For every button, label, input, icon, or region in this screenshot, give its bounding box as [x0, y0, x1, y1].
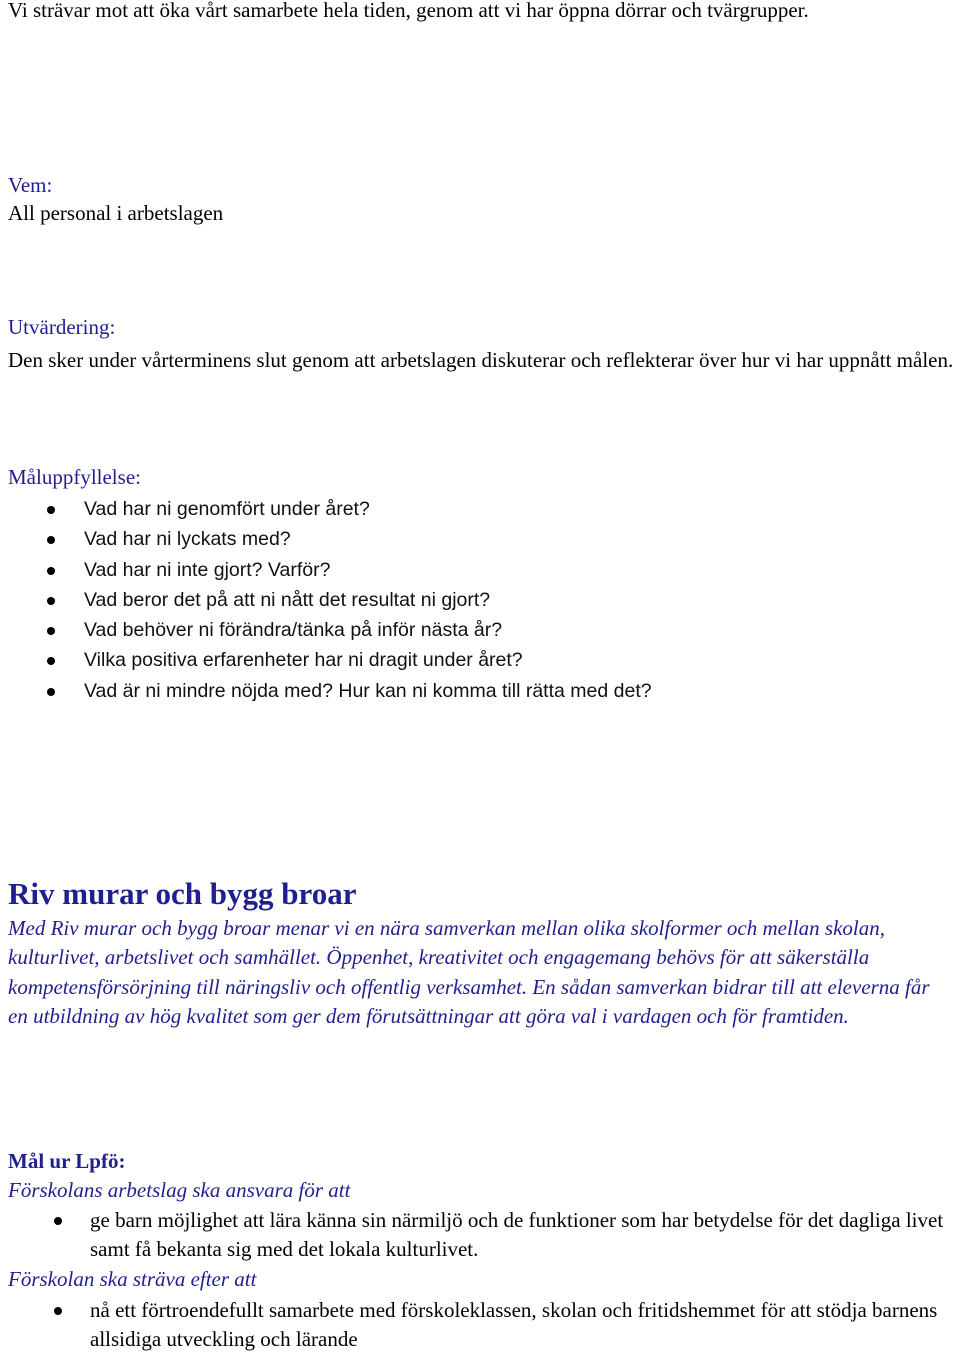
- utvardering-text: Den sker under vårterminens slut genom att arbetslagen diskuterar och reflekterar över hur vi har uppnått målen.: [8, 348, 954, 372]
- lpfo-subheading-forskolan: Förskolan ska sträva efter att: [8, 1267, 257, 1291]
- lpfo-heading: Mål ur Lpfö:: [8, 1149, 126, 1173]
- question-text: Vad är ni mindre nöjda med? Hur kan ni komma till rätta med det?: [84, 679, 652, 702]
- list-item: [8, 585, 652, 615]
- bullet-icon: [47, 597, 55, 605]
- list-item: [8, 494, 652, 524]
- question-text: Vilka positiva erfarenheter har ni dragit under året?: [84, 649, 523, 672]
- question-text: Vad har ni lyckats med?: [84, 528, 291, 551]
- lpfo-goal-list-2: [8, 1296, 953, 1355]
- list-item: [8, 645, 652, 675]
- goal-text: ge barn möjlighet att lära känna sin närmiljö och de funktioner som har betydelse för det dagliga livet samt få bekanta sig med det lokala kulturlivet.: [90, 1208, 944, 1262]
- goal-text: nå ett förtroendefullt samarbete med förskoleklassen, skolan och fritidshemmet för att stödja barnens allsidiga utveckling och lärande: [90, 1298, 938, 1352]
- riv-murar-paragraph: Med Riv murar och bygg broar menar vi en nära samverkan mellan olika skolformer och mellan skolan, kulturlivet, arbetslivet och samhället. Öppenhet, kreativitet och engagemang behövs för att säkerställa kompetensförsörjning till näringsliv och offentlig verksamhet. En sådan samverkan bidrar till att eleverna får en utbildning av hög kvalitet som ger dem förutsättningar att göra val i vardagen och för framtiden.: [8, 916, 930, 1028]
- question-text: Vad beror det på att ni nått det resultat ni gjort?: [84, 588, 491, 611]
- lpfo-goal-list-1: [8, 1206, 953, 1265]
- lpfo-subheading-arbetslag: Förskolans arbetslag ska ansvara för att: [8, 1178, 351, 1202]
- list-item: [8, 1296, 953, 1355]
- utvardering-heading: Utvärdering:: [8, 315, 116, 339]
- bullet-icon: [47, 536, 55, 544]
- list-item: [8, 524, 652, 554]
- vem-text: All personal i arbetslagen: [8, 201, 224, 225]
- bullet-icon: [54, 1307, 62, 1315]
- list-item: [8, 615, 652, 645]
- bullet-icon: [47, 506, 55, 514]
- bullet-icon: [54, 1217, 62, 1225]
- maluppfyllelse-question-list: [8, 494, 652, 706]
- intro-paragraph: Vi strävar mot att öka vårt samarbete hela tiden, genom att vi har öppna dörrar och tvärgrupper.: [8, 0, 809, 22]
- bullet-icon: [47, 627, 55, 635]
- bullet-icon: [47, 567, 55, 575]
- list-item: [8, 555, 652, 585]
- question-text: Vad behöver ni förändra/tänka på inför nästa år?: [84, 619, 503, 642]
- question-text: Vad har ni inte gjort? Varför?: [84, 558, 331, 581]
- riv-murar-heading: Riv murar och bygg broar: [8, 876, 357, 911]
- question-text: Vad har ni genomfört under året?: [84, 498, 370, 520]
- list-item: [8, 676, 652, 706]
- bullet-icon: [47, 688, 55, 696]
- bullet-icon: [47, 657, 55, 665]
- maluppfyllelse-heading: Måluppfyllelse:: [8, 465, 141, 489]
- vem-heading: Vem:: [8, 173, 53, 197]
- list-item: [8, 1206, 953, 1265]
